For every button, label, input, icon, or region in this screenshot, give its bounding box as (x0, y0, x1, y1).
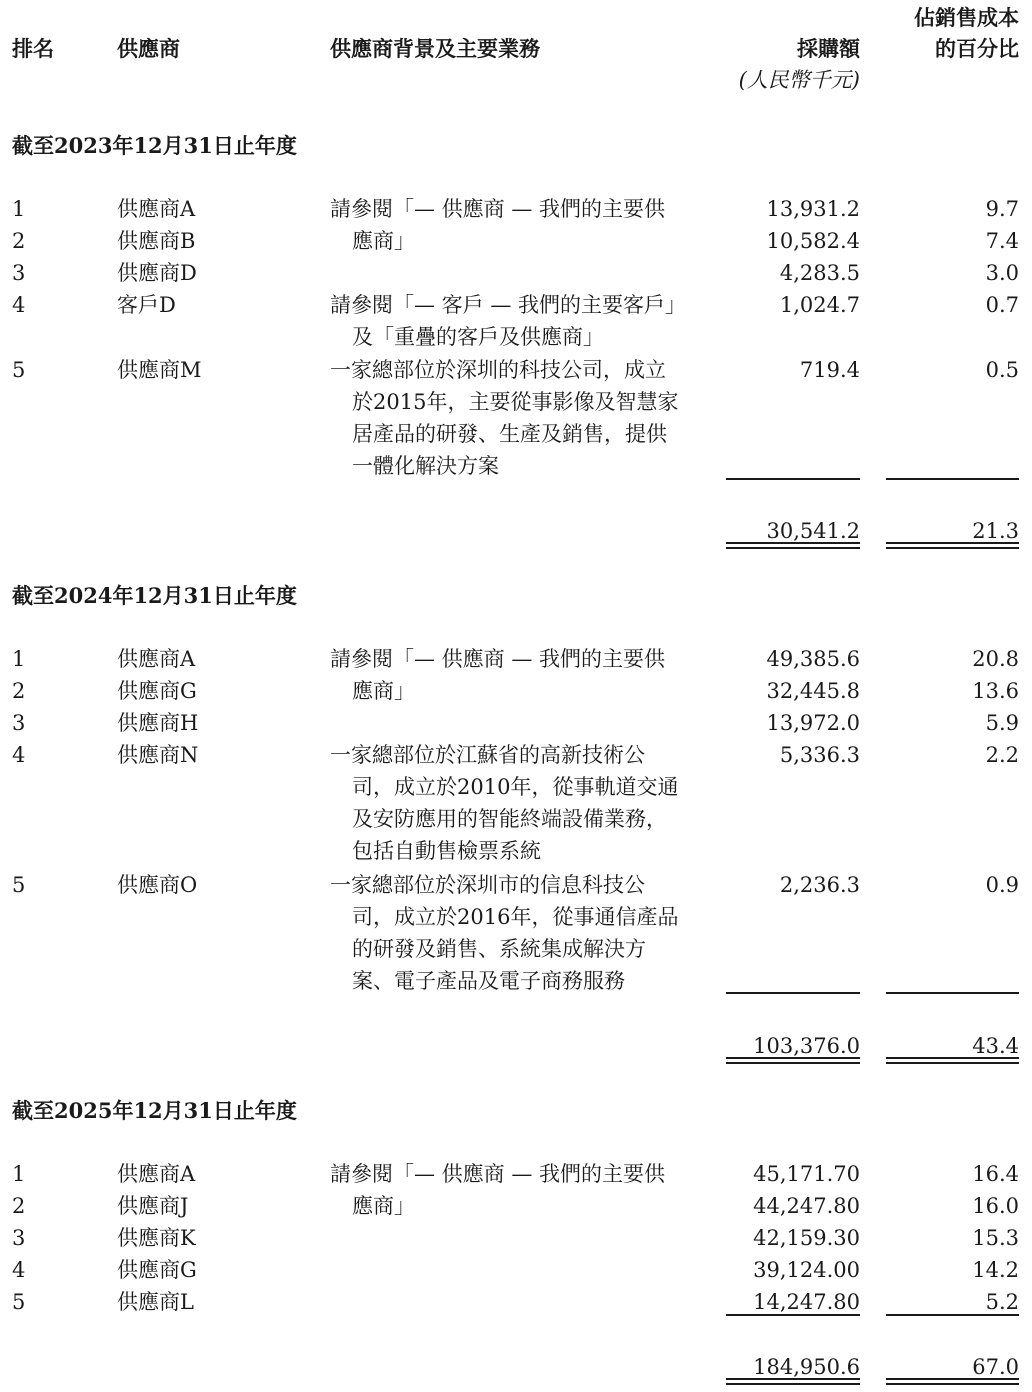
amount-cell: 4,283.5 (779, 261, 860, 285)
section-title: 截至2025年12月31日止年度 (12, 1098, 297, 1123)
section-title: 截至2023年12月31日止年度 (12, 133, 297, 158)
supplier-cell: 供應商B (117, 229, 196, 253)
rank-cell: 2 (12, 1194, 26, 1218)
subtotal-rule (886, 992, 1019, 994)
supplier-cell: 供應商J (117, 1194, 189, 1218)
supplier-cell: 供應商A (117, 1162, 196, 1186)
total-double-rule (886, 1378, 1019, 1385)
total-amount: 30,541.2 (766, 519, 860, 543)
rank-cell: 3 (12, 261, 26, 285)
supplier-description (330, 869, 702, 997)
pct-cell: 5.2 (985, 1290, 1019, 1314)
pct-cell: 0.7 (985, 293, 1019, 317)
description-line: 請參閱「— 供應商 — 我們的主要供 (330, 1162, 666, 1186)
total-double-rule (886, 1057, 1019, 1064)
rank-cell: 1 (12, 1162, 26, 1186)
subtotal-rule (726, 1314, 860, 1316)
header-rank: 排名 (12, 36, 54, 61)
amount-cell: 13,931.2 (766, 197, 860, 221)
subtotal-rule (726, 992, 860, 994)
amount-cell: 32,445.8 (766, 679, 860, 703)
supplier-cell: 供應商G (117, 679, 197, 703)
rank-cell: 5 (12, 358, 26, 382)
pct-cell: 5.9 (985, 711, 1019, 735)
total-double-rule (726, 1378, 860, 1385)
pct-cell: 16.0 (972, 1194, 1019, 1218)
supplier-cell: 供應商A (117, 647, 196, 671)
header-background: 供應商背景及主要業務 (330, 36, 540, 61)
pct-cell: 2.2 (985, 743, 1019, 767)
pct-cell: 20.8 (972, 647, 1019, 671)
description-line: 一家總部位於深圳的科技公司，成立 (330, 358, 666, 382)
description-line: 一體化解決方案 (352, 454, 499, 478)
total-pct: 43.4 (972, 1034, 1019, 1058)
pct-cell: 15.3 (972, 1226, 1019, 1250)
description-line: 應商」 (352, 229, 415, 253)
amount-cell: 42,159.30 (753, 1226, 860, 1250)
amount-cell: 5,336.3 (779, 743, 860, 767)
description-line: 於2015年，主要從事影像及智慧家 (352, 390, 679, 414)
description-line: 的研發及銷售、系統集成解決方 (352, 937, 646, 961)
pct-cell: 9.7 (985, 197, 1019, 221)
rank-cell: 5 (12, 1290, 26, 1314)
subtotal-rule (726, 478, 860, 480)
pct-cell: 14.2 (972, 1258, 1019, 1282)
pct-cell: 7.4 (985, 229, 1019, 253)
total-double-rule (726, 542, 860, 549)
amount-cell: 45,171.70 (753, 1162, 860, 1186)
amount-cell: 14,247.80 (753, 1290, 860, 1314)
supplier-cell: 供應商O (117, 873, 198, 897)
description-line: 包括自動售檢票系統 (352, 839, 541, 863)
description-line: 請參閱「— 客戶 — 我們的主要客戶」 (330, 293, 687, 317)
header-pct-line1: 佔銷售成本 (914, 5, 1019, 30)
amount-cell: 39,124.00 (753, 1258, 860, 1282)
description-line: 司，成立於2016年，從事通信產品 (352, 905, 679, 929)
supplier-cell: 供應商K (117, 1226, 196, 1250)
rank-cell: 4 (12, 743, 26, 767)
rank-cell: 2 (12, 229, 26, 253)
rank-cell: 5 (12, 873, 26, 897)
subtotal-rule (886, 478, 1019, 480)
header-amount: 採購額 (797, 36, 860, 61)
description-line: 請參閱「— 供應商 — 我們的主要供 (330, 647, 666, 671)
supplier-cell: 供應商L (117, 1290, 194, 1314)
header-amount-unit: (人民幣千元) (738, 68, 860, 92)
supplier-cell: 供應商A (117, 197, 196, 221)
rank-cell: 1 (12, 647, 26, 671)
total-double-rule (886, 542, 1019, 549)
description-line: 及安防應用的智能終端設備業務， (352, 807, 667, 831)
amount-cell: 719.4 (799, 358, 860, 382)
total-pct: 21.3 (972, 519, 1019, 543)
amount-cell: 44,247.80 (753, 1194, 860, 1218)
supplier-description (330, 643, 702, 707)
header-pct-line2: 的百分比 (935, 36, 1019, 61)
supplier-description (330, 354, 702, 482)
total-amount: 103,376.0 (753, 1034, 860, 1058)
supplier-description (330, 193, 702, 257)
header-supplier: 供應商 (117, 36, 180, 61)
supplier-cell: 供應商D (117, 261, 197, 285)
description-line: 案、電子產品及電子商務服務 (352, 969, 625, 993)
pct-cell: 0.5 (985, 358, 1019, 382)
description-line: 一家總部位於江蘇省的高新技術公 (330, 743, 645, 767)
total-double-rule (726, 1057, 860, 1064)
rank-cell: 1 (12, 197, 26, 221)
description-line: 居產品的研發、生產及銷售，提供 (352, 422, 667, 446)
description-line: 及「重疊的客戶及供應商」 (352, 325, 604, 349)
total-pct: 67.0 (972, 1355, 1019, 1379)
amount-cell: 2,236.3 (779, 873, 860, 897)
rank-cell: 4 (12, 1258, 26, 1282)
supplier-description (330, 1158, 702, 1222)
pct-cell: 0.9 (985, 873, 1019, 897)
supplier-description (330, 739, 702, 867)
supplier-cell: 供應商N (117, 743, 199, 767)
pct-cell: 3.0 (985, 261, 1019, 285)
description-line: 一家總部位於深圳市的信息科技公 (330, 873, 645, 897)
amount-cell: 49,385.6 (766, 647, 860, 671)
supplier-description (330, 289, 702, 353)
supplier-cell: 供應商G (117, 1258, 197, 1282)
total-amount: 184,950.6 (753, 1355, 860, 1379)
description-line: 司，成立於2010年，從事軌道交通 (352, 775, 679, 799)
rank-cell: 4 (12, 293, 26, 317)
rank-cell: 3 (12, 711, 26, 735)
amount-cell: 13,972.0 (766, 711, 860, 735)
supplier-cell: 供應商M (117, 358, 202, 382)
rank-cell: 2 (12, 679, 26, 703)
description-line: 應商」 (352, 1194, 415, 1218)
supplier-cell: 客戶D (117, 293, 176, 317)
supplier-cell: 供應商H (117, 711, 199, 735)
description-line: 請參閱「— 供應商 — 我們的主要供 (330, 197, 666, 221)
amount-cell: 1,024.7 (779, 293, 860, 317)
amount-cell: 10,582.4 (766, 229, 860, 253)
section-title: 截至2024年12月31日止年度 (12, 583, 297, 608)
pct-cell: 16.4 (972, 1162, 1019, 1186)
pct-cell: 13.6 (972, 679, 1019, 703)
description-line: 應商」 (352, 679, 415, 703)
subtotal-rule (886, 1314, 1019, 1316)
rank-cell: 3 (12, 1226, 26, 1250)
